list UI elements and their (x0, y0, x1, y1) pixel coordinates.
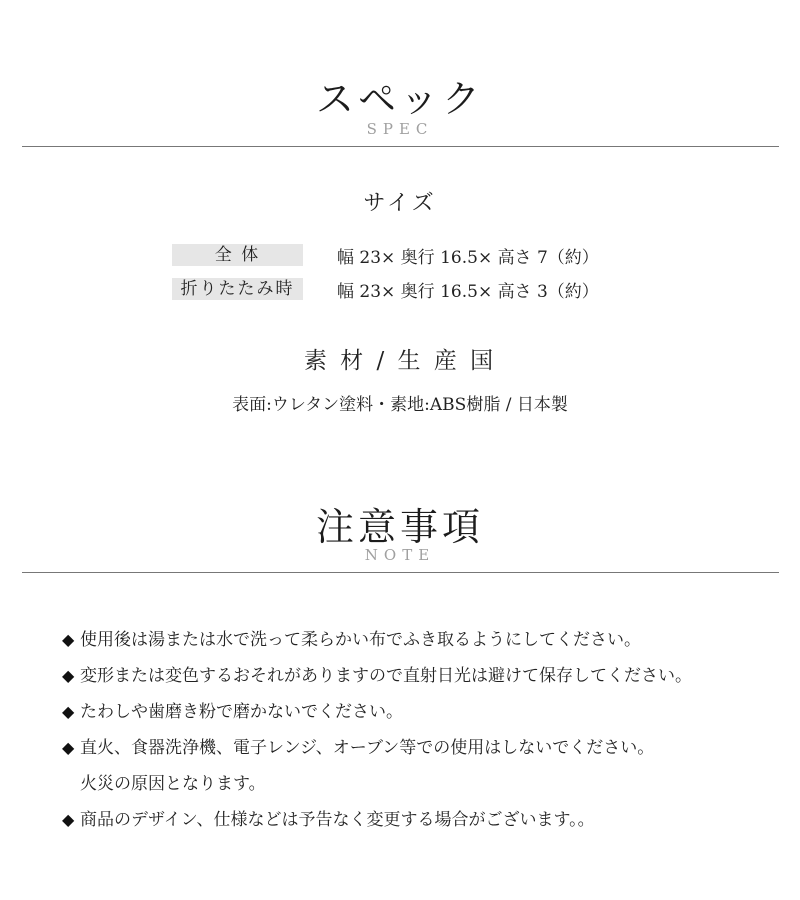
note-text: たわしや歯磨き粉で磨かないでください。 (80, 702, 403, 722)
note-divider (22, 572, 779, 573)
note-item (62, 622, 782, 658)
size-heading: サイズ (363, 191, 437, 216)
diamond-bullet-icon: ◆ (62, 810, 75, 829)
note-text: 直火、食器洗浄機、電子レンジ、オーブン等での使用はしないでください。 (80, 738, 655, 758)
note-item (62, 658, 782, 694)
note-item (62, 730, 782, 766)
note-subtitle: NOTE (364, 546, 436, 564)
diamond-bullet-icon: ◆ (62, 630, 75, 649)
note-title: 注意事項 (315, 505, 484, 549)
note-item (62, 694, 782, 730)
diamond-bullet-icon: ◆ (62, 702, 75, 721)
note-text: 商品のデザイン、仕様などは予告なく変更する場合がございます。。 (80, 810, 595, 830)
note-item (62, 802, 782, 838)
note-text: 変形または変色するおそれがありますので直射日光は避けて保存してください。 (80, 666, 692, 686)
size-row-folded (172, 277, 599, 301)
note-continuation-text: 火災の原因となります。 (80, 774, 266, 794)
size-label: 折りたたみ時 (172, 278, 303, 300)
size-row-overall (172, 243, 599, 267)
material-text: 表面:ウレタン塗料・素地:ABS樹脂 / 日本製 (232, 395, 568, 415)
size-value: 幅 23× 奥行 16.5× 高さ 7（約） (337, 247, 599, 268)
diamond-bullet-icon: ◆ (62, 738, 75, 757)
size-label: 全 体 (172, 244, 303, 266)
notes-list (62, 622, 782, 838)
note-text: 使用後は湯または水で洗って柔らかい布でふき取るようにしてください。 (80, 630, 641, 650)
material-heading: 素 材 / 生 産 国 (303, 348, 497, 374)
size-value: 幅 23× 奥行 16.5× 高さ 3（約） (337, 281, 599, 302)
spec-title: スペック (315, 77, 484, 121)
spec-divider (22, 146, 779, 147)
note-item-continuation (62, 766, 782, 802)
spec-subtitle: SPEC (366, 120, 434, 138)
diamond-bullet-icon: ◆ (62, 666, 75, 685)
